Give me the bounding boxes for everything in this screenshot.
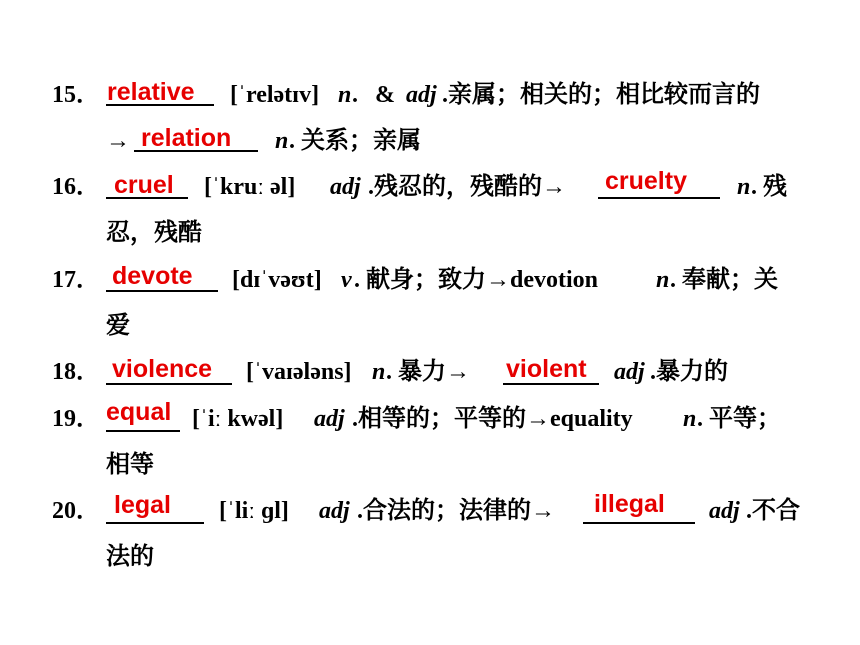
answer-word: legal <box>114 491 171 519</box>
item-number: 20． <box>52 498 100 524</box>
arrow: → <box>106 128 130 154</box>
item-number: 18． <box>52 359 100 385</box>
phonetic: [ˈliː ɡl] <box>219 498 289 524</box>
pos-label: n <box>656 267 670 293</box>
definition: . 平等； <box>697 406 781 432</box>
item-number: 19． <box>52 406 100 432</box>
answer-blank <box>598 197 720 199</box>
definition: .亲属；相关的；相比较而言的 <box>442 82 760 108</box>
answer-word: violence <box>112 355 213 383</box>
answer-word: relation <box>141 124 232 152</box>
item-number: 15． <box>52 82 100 108</box>
definition: . 残 <box>751 174 787 200</box>
pos-label: adj <box>406 82 437 108</box>
answer-blank <box>106 430 180 432</box>
pos-label: adj <box>319 498 350 524</box>
definition: .不合 <box>746 498 800 524</box>
item-number: 17． <box>52 267 100 293</box>
ampersand: & <box>375 82 395 108</box>
pos-label: adj <box>614 359 645 385</box>
answer-word: equal <box>106 398 172 426</box>
definition: . 奉献；关 <box>670 267 778 293</box>
phonetic: [ˈvaɪələns] <box>246 359 352 385</box>
answer-word: relative <box>107 78 195 106</box>
definition: .相等的；平等的→equality <box>352 406 633 432</box>
definition: 法的 <box>106 544 154 570</box>
definition: 相等 <box>106 452 154 478</box>
answer-blank <box>106 290 218 292</box>
definition: . 暴力→ <box>386 359 470 385</box>
pos-label: adj <box>709 498 740 524</box>
pos-label: n <box>683 406 697 432</box>
answer-blank <box>583 522 695 524</box>
phonetic: [ˈiː kwəl] <box>192 406 284 432</box>
definition: .暴力的 <box>650 359 728 385</box>
phonetic: [ˈkruː əl] <box>204 174 296 200</box>
definition: .合法的；法律的→ <box>357 498 555 524</box>
pos-label: adj <box>330 174 361 200</box>
separator: . <box>352 82 358 108</box>
answer-word: devote <box>112 262 193 290</box>
phonetic: [dɪˈvəʊt] <box>232 267 322 293</box>
answer-blank <box>106 383 232 385</box>
definition: 爱 <box>106 313 130 339</box>
definition: .残忍的，残酷的→ <box>368 174 566 200</box>
phonetic: [ˈrelətɪv] <box>230 82 320 108</box>
pos-label: n <box>372 359 386 385</box>
answer-word: cruel <box>114 171 174 199</box>
answer-word: violent <box>506 355 587 383</box>
definition: . 关系；亲属 <box>289 128 421 154</box>
pos-label: v <box>341 267 352 293</box>
pos-label: n <box>338 82 352 108</box>
answer-word: cruelty <box>605 167 687 195</box>
pos-label: adj <box>314 406 345 432</box>
definition: 忍，残酷 <box>106 220 202 246</box>
answer-blank <box>503 383 599 385</box>
definition: . 献身；致力→devotion <box>354 267 599 293</box>
answer-blank <box>106 522 204 524</box>
pos-label: n <box>275 128 289 154</box>
answer-word: illegal <box>594 490 665 518</box>
pos-label: n <box>737 174 751 200</box>
item-number: 16． <box>52 174 100 200</box>
